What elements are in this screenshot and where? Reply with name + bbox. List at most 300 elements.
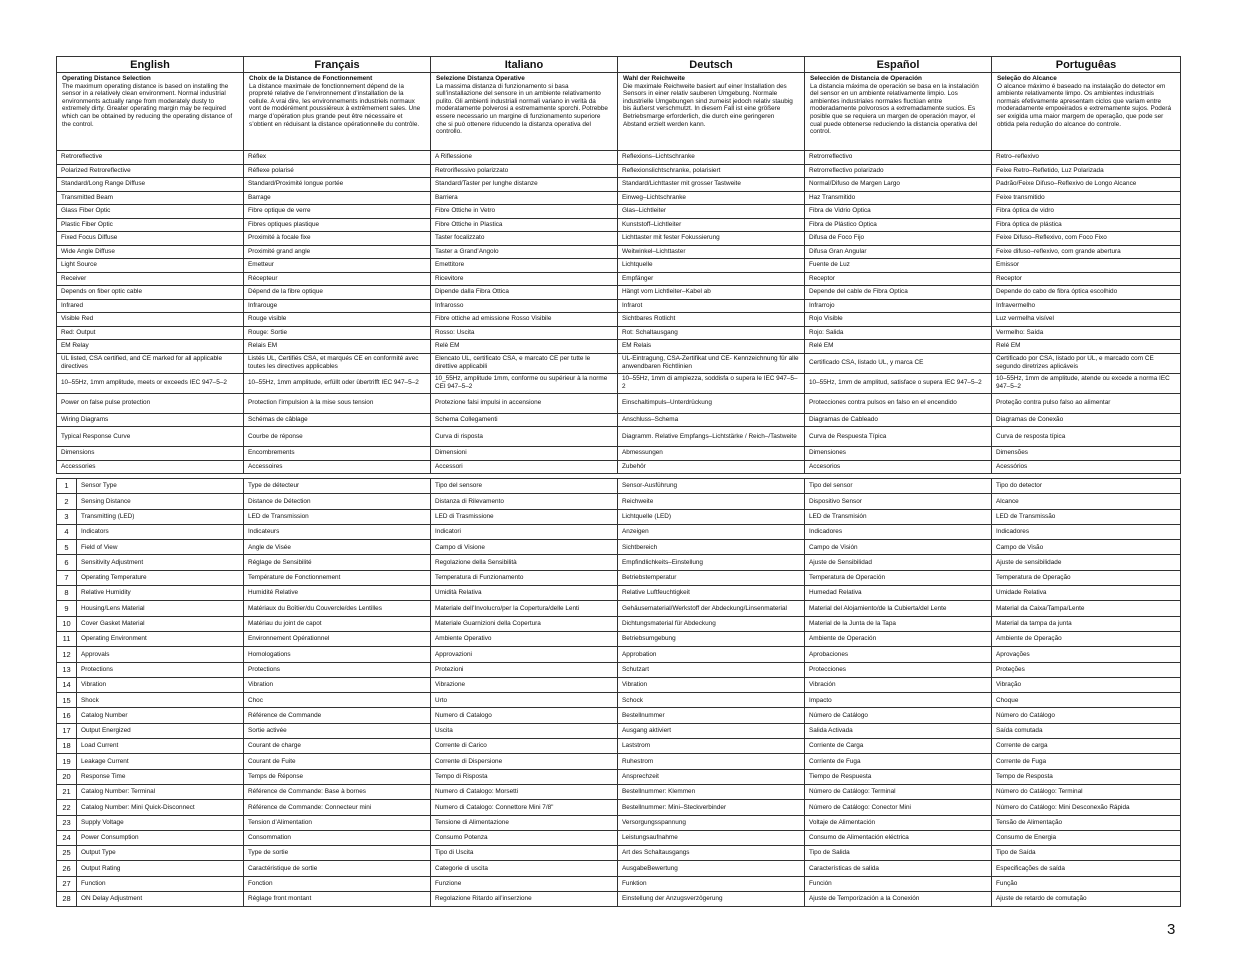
numbered-cell: LED de Transmisión <box>805 509 992 524</box>
term-cell: Retro–reflexivo <box>992 151 1181 165</box>
term-row <box>57 413 1181 427</box>
term-row <box>57 245 1181 259</box>
language-header: Deutsch <box>618 57 805 73</box>
row-number: 17 <box>57 723 77 738</box>
numbered-row <box>57 509 1181 524</box>
numbered-row <box>57 662 1181 677</box>
term-cell: Relé EM <box>805 340 992 354</box>
row-number: 20 <box>57 769 77 784</box>
numbered-cell: Humedad Relativa <box>805 586 992 601</box>
term-cell: Depende do cabo de fibra óptica escolhido <box>992 286 1181 300</box>
numbered-cell: Catalog Number: Mini Quick-Disconnect <box>77 800 244 815</box>
term-cell: Difusa Gran Angular <box>805 245 992 259</box>
term-cell: Barriera <box>431 191 618 205</box>
term-cell: Reflexionslichtschranke, polarisiert <box>618 164 805 178</box>
numbered-cell: Operating Temperature <box>77 570 244 585</box>
term-cell: Fibra de Vidrio Optica <box>805 205 992 219</box>
numbered-cell: Materiale Guarnizioni della Copertura <box>431 616 618 631</box>
term-cell: Infrarosso <box>431 299 618 313</box>
numbered-cell: Campo de Visión <box>805 540 992 555</box>
numbered-cell: Type de sortie <box>244 846 431 861</box>
numbered-cell: Número de Catálogo: Conector Mini <box>805 800 992 815</box>
term-cell: Diagramas de Cableado <box>805 413 992 427</box>
numbered-cell: Material da tampa da junta <box>992 616 1181 631</box>
numbered-cell: Funzione <box>431 876 618 891</box>
term-cell: Réflexe polarisé <box>244 164 431 178</box>
term-cell: Accesorios <box>805 460 992 474</box>
term-cell: Fuente de Luz <box>805 259 992 273</box>
numbered-cell: Numero di Catalogo <box>431 708 618 723</box>
numbered-cell: Type de détecteur <box>244 479 431 494</box>
term-cell: Visible Red <box>57 313 244 327</box>
term-cell: Sichtbares Rotlicht <box>618 313 805 327</box>
term-cell: 10–55Hz, 1mm amplitude, erfüllt oder übertrifft IEC 947–5–2 <box>244 373 431 393</box>
term-cell: Courbe de réponse <box>244 427 431 447</box>
numbered-cell: Référence de Commande: Connecteur mini <box>244 800 431 815</box>
numbered-cell: Fonction <box>244 876 431 891</box>
term-cell: Certificado por CSA, listado por UL, e marcado com CE segundo diretrizes aplicáveis <box>992 353 1181 373</box>
numbered-cell: Número do Catálogo: Mini Desconexão Rápida <box>992 800 1181 815</box>
numbered-row <box>57 540 1181 555</box>
term-cell: Proximité grand angle <box>244 245 431 259</box>
term-cell: Kunststoff–Lichtleiter <box>618 218 805 232</box>
intro-cell <box>431 73 618 151</box>
numbered-cell: Número do Catálogo <box>992 708 1181 723</box>
numbered-cell: Réglage de Sensibilité <box>244 555 431 570</box>
intro-title: Wahl der Reichweite <box>623 75 685 82</box>
numbered-cell: Température de Fonctionnement <box>244 570 431 585</box>
numbered-cell: Regolazione Ritardo all’inserzione <box>431 892 618 907</box>
numbered-cell: Indicadores <box>992 524 1181 539</box>
numbered-cell: Corrente de Fuga <box>992 754 1181 769</box>
numbered-cell: Tempo de Resposta <box>992 769 1181 784</box>
term-row <box>57 447 1181 461</box>
numbered-cell: Field of View <box>77 540 244 555</box>
numbered-row <box>57 524 1181 539</box>
numbered-cell: Numero di Catalogo: Connettore Mini 7/8" <box>431 800 618 815</box>
term-cell: Diagramm. Relative Empfangs–Lichtstärke / Reich–/Tastweite <box>618 427 805 447</box>
term-row <box>57 218 1181 232</box>
term-row <box>57 164 1181 178</box>
numbered-cell: Protections <box>244 662 431 677</box>
row-number: 24 <box>57 830 77 845</box>
term-cell: Protecciones contra pulsos en falso en el encendido <box>805 393 992 413</box>
numbered-row <box>57 494 1181 509</box>
numbered-cell: Choque <box>992 693 1181 708</box>
numbered-cell: Material del Alojamiento/de la Cubierta/del Lente <box>805 601 992 616</box>
term-cell: Fibre ottiche ad emissione Rosso Visibile <box>431 313 618 327</box>
term-cell: Relé EM <box>992 340 1181 354</box>
term-row <box>57 178 1181 192</box>
term-cell: Standard/Lichttaster mit grosser Tastweite <box>618 178 805 192</box>
term-row <box>57 151 1181 165</box>
term-cell: Light Source <box>57 259 244 273</box>
numbered-cell: Vibração <box>992 677 1181 692</box>
numbered-cell: Anzeigen <box>618 524 805 539</box>
term-cell: Zubehör <box>618 460 805 474</box>
term-cell: Wide Angle Diffuse <box>57 245 244 259</box>
numbered-cell: Ambiente Operativo <box>431 631 618 646</box>
numbered-row <box>57 708 1181 723</box>
term-cell: Depende del cable de Fibra Optica <box>805 286 992 300</box>
term-cell: Wiring Diagrams <box>57 413 244 427</box>
term-row <box>57 191 1181 205</box>
term-cell: Curva di risposta <box>431 427 618 447</box>
term-cell: Receptor <box>805 272 992 286</box>
term-row <box>57 326 1181 340</box>
numbered-cell: AusgabeBewertung <box>618 861 805 876</box>
numbered-cell: Umidade Relativa <box>992 586 1181 601</box>
term-cell: Dimensioni <box>431 447 618 461</box>
term-row <box>57 286 1181 300</box>
term-row <box>57 427 1181 447</box>
numbered-cell: Ajuste de sensibilidade <box>992 555 1181 570</box>
numbered-cell: Categorie di uscita <box>431 861 618 876</box>
numbered-cell: Ajuste de Temporización a la Conexión <box>805 892 992 907</box>
numbered-row <box>57 830 1181 845</box>
row-number: 15 <box>57 693 77 708</box>
row-number: 6 <box>57 555 77 570</box>
numbered-row <box>57 631 1181 646</box>
numbered-cell: Vibrazione <box>431 677 618 692</box>
term-cell: Rot: Schaltausgang <box>618 326 805 340</box>
term-cell: Fibra óptica de plástica <box>992 218 1181 232</box>
numbered-cell: Material de la Junta de la Tapa <box>805 616 992 631</box>
numbered-cell: Especificações de saída <box>992 861 1181 876</box>
numbered-cell: Indicadores <box>805 524 992 539</box>
numbered-cell: Ausgang aktiviert <box>618 723 805 738</box>
term-cell: Diagramas de Conexão <box>992 413 1181 427</box>
term-cell: Ricevitore <box>431 272 618 286</box>
term-cell: Accessori <box>431 460 618 474</box>
numbered-row <box>57 677 1181 692</box>
numbered-cell: Laststrom <box>618 739 805 754</box>
term-cell: 10–55Hz, 1mm amplitude, meets or exceeds IEC 947–5–2 <box>57 373 244 393</box>
term-cell: Padrão/Feixe Difuso–Reflexivo de Longo Alcance <box>992 178 1181 192</box>
numbered-cell: Housing/Lens Material <box>77 601 244 616</box>
row-number: 25 <box>57 846 77 861</box>
numbered-cell: Protecciones <box>805 662 992 677</box>
numbered-cell: Output Energized <box>77 723 244 738</box>
page-number: 3 <box>1167 921 1176 938</box>
term-cell: Protezione falsi impulsi in accensione <box>431 393 618 413</box>
numbered-cell: Sensor-Ausführung <box>618 479 805 494</box>
term-cell: Fibre optique de verre <box>244 205 431 219</box>
term-cell: Listés UL, Certifiés CSA, et marqués CE en conformité avec toutes les directives applicables <box>244 353 431 373</box>
numbered-cell: Tipo de Salida <box>805 846 992 861</box>
numbered-cell: Betriebsumgebung <box>618 631 805 646</box>
row-number: 16 <box>57 708 77 723</box>
numbered-cell: Bestellnummer: Mini–Steckverbinder <box>618 800 805 815</box>
term-cell: Standard/Proximité longue portée <box>244 178 431 192</box>
numbered-cell: Distanza di Rilevamento <box>431 494 618 509</box>
numbered-cell: Power Consumption <box>77 830 244 845</box>
row-number: 26 <box>57 861 77 876</box>
numbered-cell: Función <box>805 876 992 891</box>
numbered-cell: Tipo del sensor <box>805 479 992 494</box>
numbered-cell: Saída comutada <box>992 723 1181 738</box>
term-cell: Abmessungen <box>618 447 805 461</box>
term-cell: Polarized Retroreflective <box>57 164 244 178</box>
term-cell: Emettitore <box>431 259 618 273</box>
numbered-cell: Relative Humidity <box>77 586 244 601</box>
term-row <box>57 393 1181 413</box>
term-cell: Reflexions–Lichtschranke <box>618 151 805 165</box>
term-cell: Receptor <box>992 272 1181 286</box>
term-cell: Infrared <box>57 299 244 313</box>
numbered-row <box>57 693 1181 708</box>
term-cell: Rojo Visible <box>805 313 992 327</box>
term-cell: Schema Collegamenti <box>431 413 618 427</box>
numbered-cell: Características de salida <box>805 861 992 876</box>
numbered-cell: Tempo di Risposta <box>431 769 618 784</box>
term-row <box>57 353 1181 373</box>
term-cell: Infrarouge <box>244 299 431 313</box>
numbered-row <box>57 815 1181 830</box>
term-cell: Rouge: Sortie <box>244 326 431 340</box>
term-cell: Infrarrojo <box>805 299 992 313</box>
numbered-cell: Dichtungsmaterial für Abdeckung <box>618 616 805 631</box>
row-number: 19 <box>57 754 77 769</box>
numbered-cell: Funktion <box>618 876 805 891</box>
term-cell: Rouge visible <box>244 313 431 327</box>
term-row <box>57 373 1181 393</box>
numbered-cell: Função <box>992 876 1181 891</box>
intro-title: Choix de la Distance de Fonctionnement <box>249 75 373 82</box>
numbered-cell: Aprobaciones <box>805 647 992 662</box>
numbered-cell: Voltaje de Alimentación <box>805 815 992 830</box>
term-cell: Emetteur <box>244 259 431 273</box>
term-cell: Schémas de câblage <box>244 413 431 427</box>
numbered-cell: Transmitting (LED) <box>77 509 244 524</box>
numbered-row <box>57 570 1181 585</box>
numbered-cell: Matériau du joint de capot <box>244 616 431 631</box>
numbered-cell: Sichtbereich <box>618 540 805 555</box>
numbered-cell: Leakage Current <box>77 754 244 769</box>
numbered-row <box>57 846 1181 861</box>
numbered-row <box>57 479 1181 494</box>
numbered-cell: Corriente de Carga <box>805 739 992 754</box>
numbered-cell: Tipo del sensore <box>431 479 618 494</box>
term-cell: Fixed Focus Diffuse <box>57 232 244 246</box>
numbered-cell: Ajuste de retardo de comutação <box>992 892 1181 907</box>
intro-body: La massima distanza di funzionamento si basa sull’installazione del sensore in un ambiente relativamento pulito. Gli ambienti industriali normali variano in verità da moderatamente polverosi a estremamente sporchi. Potrebbe essere necessario un margine di funzionamento superiore che si può ottenere riducendo la distanza operativa del controllo. <box>436 82 608 136</box>
term-cell: Dimensões <box>992 447 1181 461</box>
numbered-cell: Load Current <box>77 739 244 754</box>
numbered-cell: Campo di Visione <box>431 540 618 555</box>
term-cell: Retroriflessivo polarizzato <box>431 164 618 178</box>
term-cell: Weitwinkel–Lichttaster <box>618 245 805 259</box>
numbered-cell: Gehäusematerial/Werkstoff der Abdeckung/Linsenmaterial <box>618 601 805 616</box>
term-cell: Anschluss–Schema <box>618 413 805 427</box>
numbered-cell: Homologations <box>244 647 431 662</box>
numbered-cell: Bestellnummer <box>618 708 805 723</box>
numbered-cell: Vibración <box>805 677 992 692</box>
term-cell: Power on false pulse protection <box>57 393 244 413</box>
term-cell: Dépend de la fibre optique <box>244 286 431 300</box>
numbered-cell: Ansprechzeit <box>618 769 805 784</box>
numbered-cell: Corriente de Fuga <box>805 754 992 769</box>
numbered-cell: Salida Activada <box>805 723 992 738</box>
numbered-row <box>57 723 1181 738</box>
numbered-cell: Corrente di Dispersione <box>431 754 618 769</box>
row-number: 21 <box>57 784 77 799</box>
numbered-cell: Vibration <box>244 677 431 692</box>
numbered-row <box>57 876 1181 891</box>
numbered-cell: Référence de Commande: Base à bornes <box>244 784 431 799</box>
term-cell: Elencato UL, certificato CSA, e marcato CE per tutte le direttive applicabili <box>431 353 618 373</box>
term-row <box>57 299 1181 313</box>
numbered-row <box>57 800 1181 815</box>
term-cell: 10_55Hz, amplitude 1mm, conforme ou supérieur à la norme CEI 947–5–2 <box>431 373 618 393</box>
glossary-table <box>56 56 1181 474</box>
term-cell: 10–55Hz, 1mm de amplitude, atende ou excede a norma IEC 947–5–2 <box>992 373 1181 393</box>
row-number: 11 <box>57 631 77 646</box>
numbered-cell: Shock <box>77 693 244 708</box>
numbered-cell: Bestellnummer: Klemmen <box>618 784 805 799</box>
term-cell: Réflex <box>244 151 431 165</box>
term-cell: Curva de resposta típica <box>992 427 1181 447</box>
language-header: English <box>57 57 244 73</box>
term-cell: UL-Eintragung, CSA-Zertifikat und CE- Kennzeichnung für alle anwendbaren Richtlinien <box>618 353 805 373</box>
numbered-cell: Materiale dell’Involucro/per la Copertura/delle Lenti <box>431 601 618 616</box>
term-cell: Feixe Retro–Refletido, Luz Polarizada <box>992 164 1181 178</box>
term-cell: Feixe transmitido <box>992 191 1181 205</box>
term-cell: Lichttaster mit fester Fokussierung <box>618 232 805 246</box>
numbered-cell: Consumo de Alimentación eléctrica <box>805 830 992 845</box>
numbered-cell: Proteções <box>992 662 1181 677</box>
numbered-cell: Tipo di Uscita <box>431 846 618 861</box>
numbered-row <box>57 739 1181 754</box>
term-cell: Relais EM <box>244 340 431 354</box>
term-cell: Relè EM <box>431 340 618 354</box>
numbered-cell: Approvazioni <box>431 647 618 662</box>
numbered-row <box>57 616 1181 631</box>
numbered-cell: Réglage front montant <box>244 892 431 907</box>
term-cell: Luz vermelha visível <box>992 313 1181 327</box>
numbered-cell: Umidità Relativa <box>431 586 618 601</box>
numbered-cell: Uscita <box>431 723 618 738</box>
numbered-cell: Sortie activée <box>244 723 431 738</box>
term-cell: Empfänger <box>618 272 805 286</box>
row-number: 14 <box>57 677 77 692</box>
term-cell: Curva de Respuesta Típica <box>805 427 992 447</box>
numbered-cell: ON Delay Adjustment <box>77 892 244 907</box>
numbered-row <box>57 555 1181 570</box>
term-cell: Fibres optiques plastique <box>244 218 431 232</box>
numbered-cell: Operating Environment <box>77 631 244 646</box>
numbered-cell: Aprovações <box>992 647 1181 662</box>
row-number: 9 <box>57 601 77 616</box>
term-cell: Infravermelho <box>992 299 1181 313</box>
numbered-cell: Campo de Visão <box>992 540 1181 555</box>
term-cell: Fibra de Plástico Optica <box>805 218 992 232</box>
numbered-cell: Indicatori <box>431 524 618 539</box>
numbered-row <box>57 784 1181 799</box>
term-cell: Vermelho: Saída <box>992 326 1181 340</box>
row-number: 2 <box>57 494 77 509</box>
numbered-cell: Consumo de Energia <box>992 830 1181 845</box>
term-cell: 10–55Hz, 1mm di ampiezza, soddisfa o supera le IEC 947–5–2 <box>618 373 805 393</box>
term-cell: Accessories <box>57 460 244 474</box>
term-cell: Dimensiones <box>805 447 992 461</box>
intro-title: Operating Distance Selection <box>62 75 151 82</box>
term-cell: Einschaltimpuls–Unterdrückung <box>618 393 805 413</box>
numbered-cell: Sensing Distance <box>77 494 244 509</box>
term-cell: Récepteur <box>244 272 431 286</box>
intro-cell <box>805 73 992 151</box>
term-row <box>57 232 1181 246</box>
row-number: 3 <box>57 509 77 524</box>
numbered-cell: Référence de Commande <box>244 708 431 723</box>
intro-title: Selección de Distancia de Operación <box>810 75 922 82</box>
term-cell: Difusa de Foco Fijo <box>805 232 992 246</box>
row-number: 12 <box>57 647 77 662</box>
numbered-row <box>57 769 1181 784</box>
intro-title: Selezione Distanza Operative <box>436 75 525 82</box>
term-cell: Standard/Long Range Diffuse <box>57 178 244 192</box>
intro-cell <box>992 73 1181 151</box>
term-cell: Transmitted Beam <box>57 191 244 205</box>
term-cell: Protection l’impulsion à la mise sous tension <box>244 393 431 413</box>
numbered-cell: Alcance <box>992 494 1181 509</box>
numbered-cell: Function <box>77 876 244 891</box>
intro-body: O alcance máximo é baseado na instalação do detector em ambiente relativamente limpo. Os ambientes industriais normais efetivamente apresentam ciclos que variam entre moderadamente empoeirados e extremamente sujos. Poderá ser exigida uma maior margem de operação, que pode ser obtida pela redução do alcance do controle. <box>997 82 1172 128</box>
term-cell: Acessórios <box>992 460 1181 474</box>
numbered-cell: LED di Trasmissione <box>431 509 618 524</box>
numbered-cell: Choc <box>244 693 431 708</box>
term-cell: Lichtquelle <box>618 259 805 273</box>
term-cell: Rosso: Uscita <box>431 326 618 340</box>
numbered-cell: Dispositivo Sensor <box>805 494 992 509</box>
numbered-row <box>57 601 1181 616</box>
term-cell: Dipende dalla Fibra Ottica <box>431 286 618 300</box>
numbered-cell: Tipo de Saída <box>992 846 1181 861</box>
numbered-cell: Betriebstemperatur <box>618 570 805 585</box>
numbered-cell: Courant de charge <box>244 739 431 754</box>
row-number: 22 <box>57 800 77 815</box>
intro-body: La distancia máxima de operación se basa en la instalación del sensor en un ambiente relativamente limpio. Los ambientes industriales normales fluctúan entre moderadamente polvorosos a extremadamente sucios. Es posible que se requiera un margen de operación mayor, el cual puede obtenerse reduciendo la distancia operativa del control. <box>810 82 979 136</box>
numbered-cell: Empfindlichkeits–Einstellung <box>618 555 805 570</box>
term-cell: Proximité à focale fixe <box>244 232 431 246</box>
numbered-cell: Art des Schaltausgangs <box>618 846 805 861</box>
numbered-cell: Sensitivity Adjustment <box>77 555 244 570</box>
numbered-cell: Ajuste de Sensibilidad <box>805 555 992 570</box>
numbered-cell: Consommation <box>244 830 431 845</box>
term-cell: Rojo: Salida <box>805 326 992 340</box>
numbered-cell: Relative Luftfeuchtigkeit <box>618 586 805 601</box>
term-cell: Receiver <box>57 272 244 286</box>
term-cell: Red: Output <box>57 326 244 340</box>
row-number: 18 <box>57 739 77 754</box>
numbered-cell: Output Type <box>77 846 244 861</box>
numbered-cell: Temps de Réponse <box>244 769 431 784</box>
term-cell: Taster a Grand’Angolo <box>431 245 618 259</box>
numbered-cell: LED de Transmission <box>244 509 431 524</box>
term-cell: Glass Fiber Optic <box>57 205 244 219</box>
numbered-cell: Número de Catálogo: Terminal <box>805 784 992 799</box>
numbered-cell: Tension d’Alimentation <box>244 815 431 830</box>
numbered-cell: Matériaux du Boîtier/du Couvercle/des Lentilles <box>244 601 431 616</box>
row-number: 4 <box>57 524 77 539</box>
intro-body: The maximum operating distance is based on installing the sensor in a relatively clean environment. Normal industrial environments actually range from moderately dusty to extremely dirty. Greater operating margin may be required which can be obtained by reducing the operating distance of the control. <box>62 82 233 128</box>
row-number: 1 <box>57 479 77 494</box>
numbered-cell: Lichtquelle (LED) <box>618 509 805 524</box>
numbered-cell: Supply Voltage <box>77 815 244 830</box>
numbered-cell: Tensão de Alimentação <box>992 815 1181 830</box>
numbered-cell: Consumo Potenza <box>431 830 618 845</box>
numbered-cell: Caractéristique de sortie <box>244 861 431 876</box>
